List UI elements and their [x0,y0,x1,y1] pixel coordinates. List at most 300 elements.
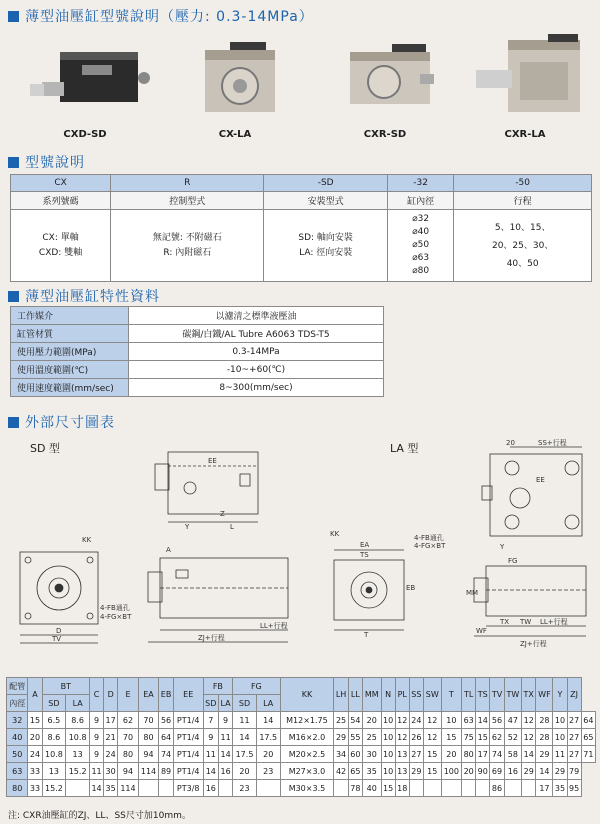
code-cell: -SD [264,175,388,192]
stroke-item: 20、25、30、 [491,240,554,251]
dim-cell [423,780,441,797]
dims-section-title-text: 外部尺寸圖表 [25,415,115,431]
spec-value: 以濾清之標準液壓油 [129,307,384,325]
dim-header-cell: TS [476,678,490,712]
dim-cell: 64 [581,712,595,729]
dim-cell: 71 [581,746,595,763]
dim-cell: 63 [462,712,476,729]
la-front-view [330,530,446,639]
spec-section-title-text: 薄型油壓缸特性資料 [25,289,160,305]
label-fg-side: FG [508,557,518,565]
mount-cell [264,210,388,282]
cylinder-cxr-sd-image [320,30,450,125]
dim-cell: 20 [233,763,257,780]
dim-cell: 12 [395,712,409,729]
dim-cell: 16 [219,763,233,780]
dim-cell: 15 [28,712,42,729]
dim-cell: 64 [159,729,174,746]
dim-cell: 114 [138,763,159,780]
sd-type-label: SD 型 [30,442,60,455]
model-header-cell: 控制型式 [111,192,264,210]
dim-cell: 40 [7,729,28,746]
dim-cell: 9 [219,712,233,729]
dim-subheader-cell: SD [233,695,257,712]
dim-cell: 86 [490,780,504,797]
model-header-cell: 行程 [454,192,592,210]
label-20: 20 [506,439,515,447]
dim-cell: 75 [462,729,476,746]
dim-cell: 78 [348,780,362,797]
dim-cell: 11 [553,746,567,763]
model-header-cell: 缸內徑 [387,192,453,210]
mount-item: SD: 軸向安裝 [298,232,353,243]
model-header-cell: 系列號碼 [11,192,111,210]
dim-header-cell: EE [173,678,203,712]
dim-cell: 12 [522,729,536,746]
bore-cell [387,210,453,282]
dim-cell: 7 [203,712,218,729]
dim-cell: 50 [7,746,28,763]
dim-cell: 24 [409,712,423,729]
dim-cell: 15.2 [42,780,66,797]
stroke-item: 40、50 [506,258,539,269]
label-kk: KK [82,536,92,544]
dim-cell: M27×3.0 [280,763,334,780]
label-tv: TV [52,635,62,643]
dim-header-cell: EA [138,678,159,712]
dim-cell: 14 [536,763,553,780]
label-ee: EE [208,457,217,465]
dim-cell: 15 [381,780,395,797]
dim-cell [522,780,536,797]
dim-cell: 35 [362,763,381,780]
dim-cell: 9 [89,746,103,763]
product-cx-la [170,30,300,140]
dim-cell: M30×3.5 [280,780,334,797]
table-row [7,763,596,780]
la-type-label: LA 型 [390,442,419,455]
dim-cell: 10 [381,712,395,729]
table-row [7,712,596,729]
dim-cell: 17 [536,780,553,797]
dim-subheader-cell: LA [219,695,233,712]
product-label: CX-LA [218,129,252,140]
dim-cell: 114 [118,780,139,797]
label-fb: 4-FB通孔 [100,604,130,612]
dim-header-cell: WF [536,678,553,712]
la-top-view [482,438,582,551]
label-ts: TS [360,551,369,559]
dim-header-cell: A [28,678,42,712]
dim-cell: PT1/4 [173,746,203,763]
spec-value: 碳鋼/白鐵/AL Tubre A6063 TDS-T5 [129,325,384,343]
dim-cell: 28 [536,712,553,729]
mount-item: LA: 徑向安裝 [299,247,353,258]
dim-header-row [7,678,596,695]
dim-header-cell: LL [348,678,362,712]
dim-cell: M12×1.75 [280,712,334,729]
dim-cell: 14 [203,763,218,780]
dim-cell [334,780,348,797]
dim-cell: 35 [104,780,118,797]
dim-header-cell: TW [504,678,521,712]
bore-item: ⌀80 [412,266,430,276]
dim-header-cell: MM [362,678,381,712]
dim-cell: 25 [362,729,381,746]
dim-cell: 20 [462,763,476,780]
dim-cell: 95 [567,780,581,797]
dim-cell: 56 [159,712,174,729]
dim-cell: 17.5 [256,729,280,746]
dim-cell: 11 [219,729,233,746]
dim-cell [504,780,521,797]
label-z: Z [220,510,225,518]
series-cell [11,210,111,282]
dim-cell: 32 [7,712,28,729]
label-d: D [56,627,62,635]
dim-cell: 11 [233,712,257,729]
model-section-title-text: 型號說明 [25,155,85,171]
sd-side-view [148,546,288,642]
dim-cell: 42 [334,763,348,780]
dim-header-cell: FB [203,678,233,695]
dim-cell: 13 [395,763,409,780]
dim-cell: 15 [423,746,441,763]
spec-key: 使用速度範圍(mm/sec) [11,379,129,397]
dim-header-cell: ZJ [567,678,581,712]
label-ss: SS+行程 [538,439,567,447]
spec-key: 使用壓力範圍(MPa) [11,343,129,361]
dim-cell: 54 [348,712,362,729]
dim-cell: 12 [522,712,536,729]
dim-header-cell: BT [42,678,89,695]
dim-header-cell: TL [462,678,476,712]
dim-cell: 27 [567,729,581,746]
dim-cell: 27 [567,712,581,729]
label-zj-la: ZJ+行程 [520,640,547,648]
spec-value: -10~+60(℃) [129,361,384,379]
product-label: CXR-LA [504,129,546,140]
model-section-title [8,152,85,172]
dim-cell: 24 [28,746,42,763]
dim-cell [159,780,174,797]
dim-cell: 12 [395,729,409,746]
code-cell: -32 [387,175,453,192]
dim-cell: PT1/4 [173,763,203,780]
dim-header-cell: SW [423,678,441,712]
spec-row [11,325,384,343]
dim-cell: 9 [89,712,103,729]
dim-header-cell: E [118,678,139,712]
dim-cell: 14 [233,729,257,746]
sd-front-view [20,536,132,643]
dim-cell: 13 [42,763,66,780]
stroke-item: 5、10、15、 [494,222,551,233]
spec-row [11,307,384,325]
label-ll-la: LL+行程 [540,618,568,626]
label-kk-la: KK [330,530,340,538]
dim-cell: 16 [203,780,218,797]
cylinder-cxr-la-image [460,30,590,125]
dim-cell: 27 [409,746,423,763]
sd-top-view [155,452,258,531]
dim-cell: 20 [362,712,381,729]
dim-cell: 17 [104,712,118,729]
stroke-cell [454,210,592,282]
label-ea: EA [360,541,370,549]
dimension-table-body [7,678,596,797]
table-row [7,746,596,763]
dim-cell: 35 [553,780,567,797]
label-zj: ZJ+行程 [198,634,225,642]
dim-cell [256,780,280,797]
bore-item: ⌀32 [412,214,430,224]
product-label: CXD-SD [63,129,107,140]
dim-header-cell: Y [553,678,567,712]
series-item: CX: 單軸 [42,232,79,243]
dim-cell: 15.2 [66,763,90,780]
code-cell: CX [11,175,111,192]
dim-cell: 10 [381,763,395,780]
dim-cell: 80 [138,729,159,746]
bore-item: ⌀40 [412,227,430,237]
dim-header-cell: TV [490,678,504,712]
spec-value: 0.3-14MPa [129,343,384,361]
dim-cell: 69 [490,763,504,780]
dim-cell: 62 [118,712,139,729]
dim-cell [138,780,159,797]
section-square-icon [8,417,19,428]
spec-value: 8~300(mm/sec) [129,379,384,397]
la-side-view [466,557,586,648]
dim-cell: 20 [441,746,462,763]
dim-cell: 40 [362,780,381,797]
section-square-icon [8,157,19,168]
dim-cell: 9 [203,729,218,746]
label-fb-la: 4-FB通孔 [414,534,444,542]
label-fg: 4-FG×BT [100,613,132,621]
label-y: Y [185,523,190,531]
label-wf: WF [476,627,487,635]
label-mm: MM [466,589,479,597]
dim-cell: PT3/8 [173,780,203,797]
dim-cell: 14 [89,780,103,797]
model-code-table [10,174,592,282]
dim-cell: 70 [118,729,139,746]
section-square-icon [8,291,19,302]
product-gallery [20,30,590,140]
dim-cell: 10 [441,712,462,729]
spec-key: 使用溫度範圍(℃) [11,361,129,379]
dim-cell: 11 [89,763,103,780]
dim-cell: 29 [536,746,553,763]
dim-cell: 10 [381,729,395,746]
dim-header-cell: KK [280,678,334,712]
page-title-text: 薄型油壓缸型號說明（壓力: 0.3-14MPa） [25,9,314,25]
spec-section-title [8,286,160,306]
dim-header-cell: EB [159,678,174,712]
model-header-cell: 安裝型式 [264,192,388,210]
label-l: L [230,523,234,531]
product-cxr-la [460,30,590,140]
product-label: CXR-SD [363,129,407,140]
dim-cell: 16 [504,763,521,780]
dim-cell: 29 [409,763,423,780]
dim-header-cell: D [104,678,118,712]
dim-cell: 10 [553,729,567,746]
dim-header-cell: T [441,678,462,712]
spec-key: 工作媒介 [11,307,129,325]
cylinder-cxd-sd-image [20,30,150,125]
dim-cell: 52 [504,729,521,746]
dim-cell: PT1/4 [173,712,203,729]
dimension-drawings [0,430,600,670]
dim-cell [441,780,462,797]
dim-header-cell: PL [395,678,409,712]
label-ll: LL+行程 [260,622,288,630]
control-item: R: 內附磁石 [163,247,212,258]
dim-cell: 47 [504,712,521,729]
bore-item: ⌀63 [412,253,430,263]
dim-cell [476,780,490,797]
product-cxd-sd [20,30,150,140]
dim-cell: 94 [138,746,159,763]
label-fg-la: 4-FG×BT [414,542,446,550]
dim-cell: 28 [536,729,553,746]
dim-cell: 90 [476,763,490,780]
label-eb: EB [406,584,416,592]
label-tx: TX [500,618,510,626]
bore-item: ⌀50 [412,240,430,250]
dim-subheader-cell: LA [66,695,90,712]
section-square-icon [8,11,19,22]
dim-cell [462,780,476,797]
label-t: T [364,631,369,639]
dim-cell: 60 [348,746,362,763]
dim-cell: 80 [462,746,476,763]
label-y-la: Y [500,543,505,551]
dim-cell: 15 [441,729,462,746]
dim-cell: 13 [395,746,409,763]
dim-cell: 11 [203,746,218,763]
dim-header-cell: FG [233,678,280,695]
spec-row [11,343,384,361]
dim-cell: 14 [476,712,490,729]
dim-cell: 6.5 [42,712,66,729]
dim-cell: 27 [567,746,581,763]
dim-cell: 14 [219,746,233,763]
label-a: A [166,546,171,554]
dim-cell: 20 [256,746,280,763]
dim-cell: 65 [581,729,595,746]
label-ee-la: EE [536,476,545,484]
page-title [8,6,314,26]
dim-cell: 55 [348,729,362,746]
cylinder-cx-la-image [170,30,300,125]
table-row [7,729,596,746]
dim-cell [66,780,90,797]
dim-cell: 65 [348,763,362,780]
dim-cell: 33 [28,763,42,780]
dim-subheader-cell: LA [256,695,280,712]
dim-cell: 13 [66,746,90,763]
table-row [7,780,596,797]
dim-cell: 14 [522,746,536,763]
dim-cell: 9 [89,729,103,746]
dim-cell: 29 [522,763,536,780]
dim-cell: 10 [553,712,567,729]
dim-cell [409,780,423,797]
dim-cell: 26 [409,729,423,746]
dim-cell: 74 [490,746,504,763]
dim-cell: 63 [7,763,28,780]
dim-cell: 21 [104,729,118,746]
dim-cell: 10 [381,746,395,763]
dim-cell: 17.5 [233,746,257,763]
dim-cell: 20 [28,729,42,746]
label-tw: TW [520,618,532,626]
dim-cell: 62 [490,729,504,746]
dim-cell: 10.8 [42,746,66,763]
dim-cell: 12 [423,712,441,729]
dim-subheader-cell: SD [203,695,218,712]
dim-cell: 89 [159,763,174,780]
spec-key: 缸管材質 [11,325,129,343]
dim-header-cell: SS [409,678,423,712]
dim-cell: 23 [256,763,280,780]
footnote: 注: CXR油壓缸的ZJ、LL、SS尺寸加10mm。 [8,811,191,821]
dim-subheader-cell: 內徑 [7,695,28,712]
dim-cell: 15 [423,763,441,780]
dim-cell: M16×2.0 [280,729,334,746]
dim-header-cell: N [381,678,395,712]
dim-cell: 30 [362,746,381,763]
dim-cell: 33 [28,780,42,797]
dim-cell: 29 [553,763,567,780]
dim-cell: 12 [423,729,441,746]
dim-cell: PT1/4 [173,729,203,746]
technical-drawing-svg [0,430,600,670]
code-cell: R [111,175,264,192]
dim-cell: 70 [138,712,159,729]
dim-cell: 80 [118,746,139,763]
dim-header-cell: TX [522,678,536,712]
dims-section-title [8,412,115,432]
dim-cell: 24 [104,746,118,763]
dim-cell: 25 [334,712,348,729]
control-item: 無記號: 不附磁石 [152,232,222,243]
dim-cell: 34 [334,746,348,763]
dim-cell: 8.6 [66,712,90,729]
control-cell [111,210,264,282]
dim-cell: 10.8 [66,729,90,746]
dim-cell: 94 [118,763,139,780]
dim-cell: 58 [504,746,521,763]
code-cell: -50 [454,175,592,192]
spec-row [11,379,384,397]
spec-row [11,361,384,379]
dim-cell: 17 [476,746,490,763]
dim-cell: 79 [567,763,581,780]
dim-cell: 74 [159,746,174,763]
dim-cell: 29 [334,729,348,746]
dim-header-cell: 配管 [7,678,28,695]
dimension-table [6,677,596,797]
dim-cell: 23 [233,780,257,797]
dim-cell: 80 [7,780,28,797]
dim-cell: 14 [256,712,280,729]
dim-cell: 56 [490,712,504,729]
